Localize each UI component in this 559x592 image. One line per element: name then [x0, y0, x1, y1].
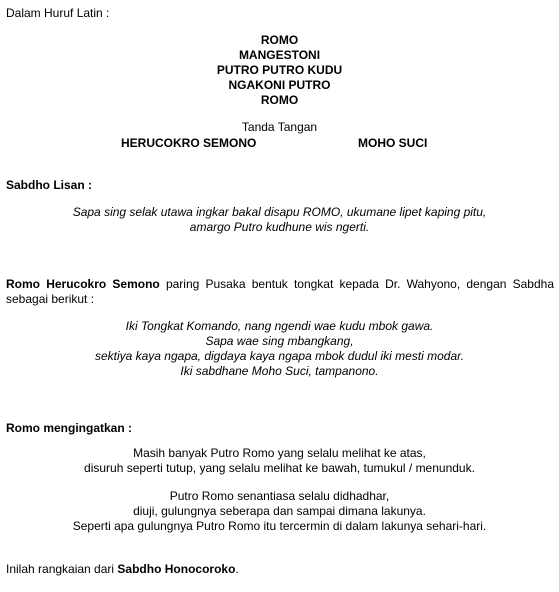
- mengingatkan-heading: Romo mengingatkan :: [6, 421, 133, 435]
- pusaka-quote-line-2: Sapa wae sing mbangkang,: [205, 334, 354, 348]
- sabdho-lisan-line-2: amargo Putro kudhune wis ngerti.: [189, 220, 370, 234]
- pusaka-quote-line-1: Iki Tongkat Komando, nang ngendi wae kudu mbok gawa.: [125, 319, 434, 333]
- mengingatkan-para1-line-2: disuruh seperti tutup, yang selalu melihat ke bawah, tumukul / menunduk.: [84, 461, 475, 475]
- title-line-3: PUTRO PUTRO KUDU: [216, 63, 343, 77]
- mengingatkan-para2-line-2: diuji, gulungnya seberapa dan sampai dimana lakunya.: [133, 504, 426, 518]
- pusaka-paragraph-line-2: sebagai berikut :: [6, 292, 95, 306]
- intro-label: Dalam Huruf Latin :: [6, 6, 110, 20]
- title-line-2: MANGESTONI: [238, 48, 321, 62]
- pusaka-quote-line-3: sektiya kaya ngapa, digdaya kaya ngapa mbok dudul iki mesti modar.: [94, 349, 465, 363]
- sabdho-lisan-line-1: Sapa sing selak utawa ingkar bakal disapu ROMO, ukumane lipet kaping pitu,: [72, 205, 487, 219]
- signature-right-name: MOHO SUCI: [358, 136, 428, 150]
- closing-prefix: Inilah rangkaian dari: [6, 562, 118, 576]
- title-line-5: ROMO: [260, 93, 299, 107]
- closing-suffix: .: [235, 562, 239, 576]
- sabdho-lisan-heading: Sabdho Lisan :: [6, 178, 93, 192]
- closing-line: [6, 562, 239, 577]
- title-line-4: NGAKONI PUTRO: [228, 78, 331, 92]
- signature-label: Tanda Tangan: [241, 120, 318, 134]
- signature-left-name: HERUCOKRO SEMONO: [121, 136, 257, 150]
- closing-bold-term: Sabdho Honocoroko: [117, 562, 236, 576]
- pusaka-quote-line-4: Iki sabdhane Moho Suci, tampanono.: [180, 364, 379, 378]
- pusaka-name: Romo Herucokro Semono: [6, 277, 160, 291]
- mengingatkan-para1-line-1: Masih banyak Putro Romo yang selalu melihat ke atas,: [133, 446, 426, 460]
- pusaka-line1-rest: paring Pusaka bentuk tongkat kepada Dr. Wahyono, dengan Sabdha: [165, 277, 554, 291]
- title-line-1: ROMO: [260, 33, 299, 47]
- mengingatkan-para2-line-3: Seperti apa gulungnya Putro Romo itu tercermin di dalam lakunya sehari-hari.: [72, 519, 487, 533]
- mengingatkan-para2-line-1: Putro Romo senantiasa selalu didhadhar,: [169, 489, 390, 503]
- pusaka-paragraph-line-1: [6, 277, 554, 292]
